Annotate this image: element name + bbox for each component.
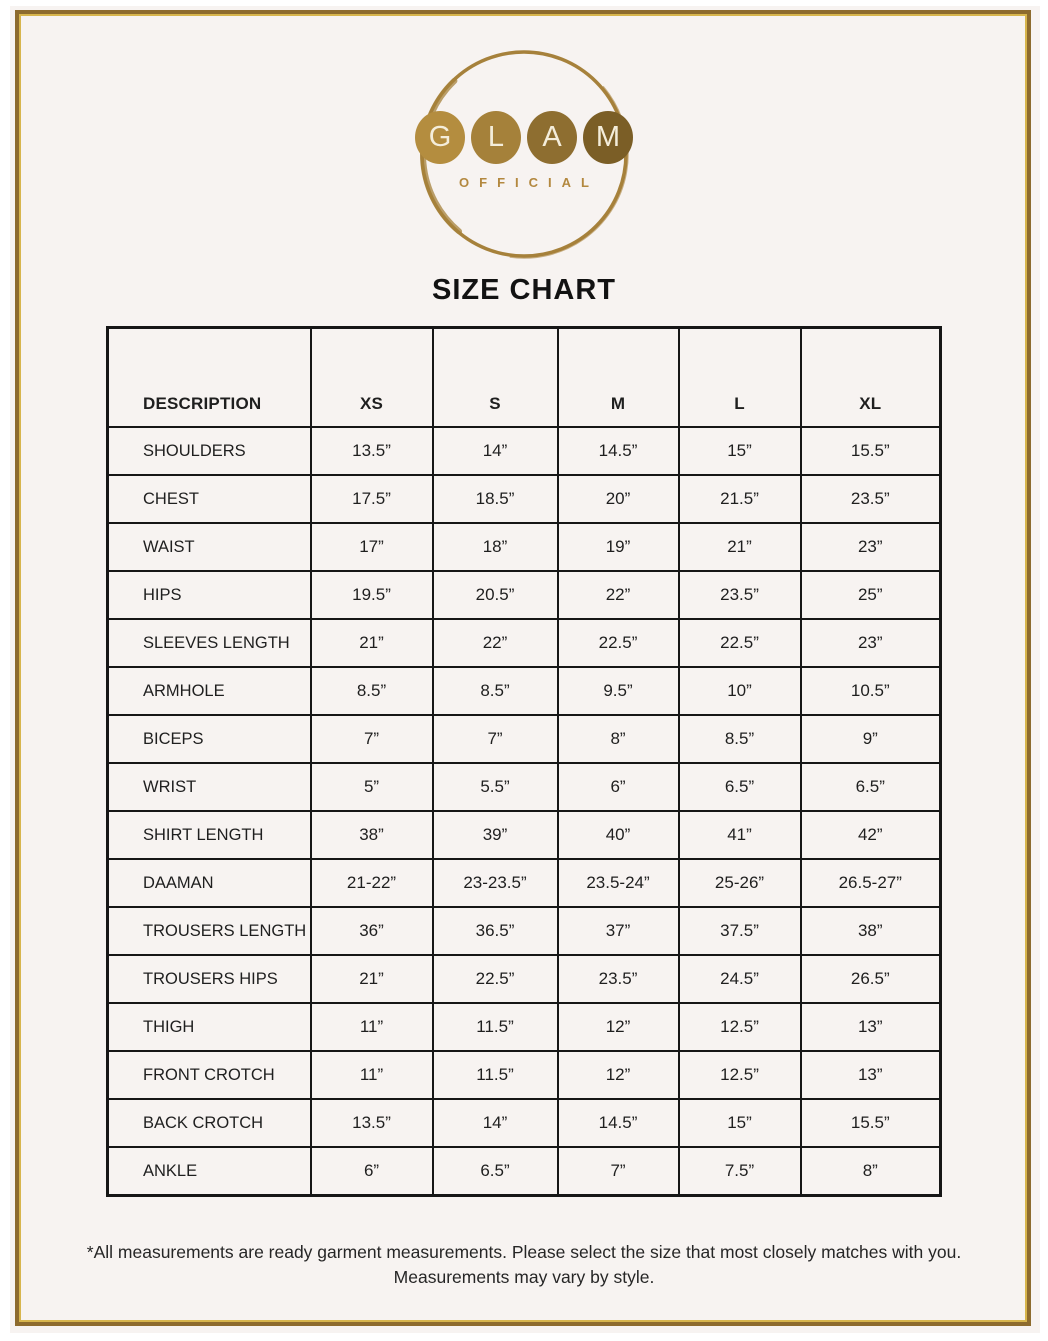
size-value-cell: 11”: [311, 1051, 433, 1099]
size-value-cell: 24.5”: [679, 955, 801, 1003]
size-value-cell: 21”: [311, 955, 433, 1003]
size-value-cell: 20”: [558, 475, 679, 523]
size-value-cell: 12”: [558, 1051, 679, 1099]
table-row: [108, 475, 941, 523]
size-value-cell: 17”: [311, 523, 433, 571]
size-value-cell: 21”: [311, 619, 433, 667]
size-value-cell: 5.5”: [433, 763, 558, 811]
size-value-cell: 8.5”: [311, 667, 433, 715]
size-value-cell: 10”: [679, 667, 801, 715]
size-value-cell: 26.5”: [801, 955, 941, 1003]
footnote-line-1: *All measurements are ready garment measurements. Please select the size that most closely matches with you.: [86, 1242, 962, 1262]
size-value-cell: 36”: [311, 907, 433, 955]
brand-letter-circle: L: [471, 111, 521, 164]
size-table-body: [108, 427, 941, 1196]
size-value-cell: 22.5”: [679, 619, 801, 667]
size-value-cell: 11.5”: [433, 1051, 558, 1099]
size-value-cell: 18”: [433, 523, 558, 571]
row-label: DAAMAN: [108, 859, 311, 907]
brand-subtitle: OFFICIAL: [459, 175, 599, 190]
size-value-cell: 9”: [801, 715, 941, 763]
brand-letter-circle: M: [583, 111, 633, 164]
size-value-cell: 21.5”: [679, 475, 801, 523]
size-value-cell: 40”: [558, 811, 679, 859]
size-value-cell: 23.5”: [801, 475, 941, 523]
size-value-cell: 21-22”: [311, 859, 433, 907]
size-value-cell: 23.5”: [679, 571, 801, 619]
size-value-cell: 5”: [311, 763, 433, 811]
row-label: ARMHOLE: [108, 667, 311, 715]
size-value-cell: 15.5”: [801, 427, 941, 475]
brand-letter-circle: G: [415, 111, 465, 164]
size-value-cell: 22”: [558, 571, 679, 619]
size-value-cell: 22.5”: [433, 955, 558, 1003]
size-value-cell: 6.5”: [801, 763, 941, 811]
size-value-cell: 11”: [311, 1003, 433, 1051]
table-row: [108, 667, 941, 715]
column-header: L: [679, 328, 801, 428]
table-row: [108, 907, 941, 955]
row-label: WAIST: [108, 523, 311, 571]
size-value-cell: 13”: [801, 1003, 941, 1051]
table-row: [108, 763, 941, 811]
size-value-cell: 8”: [558, 715, 679, 763]
column-header: S: [433, 328, 558, 428]
size-value-cell: 15.5”: [801, 1099, 941, 1147]
row-label: WRIST: [108, 763, 311, 811]
size-value-cell: 13.5”: [311, 427, 433, 475]
row-label: HIPS: [108, 571, 311, 619]
table-row: [108, 859, 941, 907]
size-value-cell: 10.5”: [801, 667, 941, 715]
size-value-cell: 19.5”: [311, 571, 433, 619]
size-value-cell: 8”: [801, 1147, 941, 1196]
column-header: M: [558, 328, 679, 428]
size-value-cell: 41”: [679, 811, 801, 859]
size-value-cell: 25”: [801, 571, 941, 619]
brand-logo: [415, 45, 633, 263]
size-value-cell: 36.5”: [433, 907, 558, 955]
size-value-cell: 9.5”: [558, 667, 679, 715]
size-value-cell: 18.5”: [433, 475, 558, 523]
size-value-cell: 23”: [801, 523, 941, 571]
row-label: TROUSERS LENGTH: [108, 907, 311, 955]
row-label: ANKLE: [108, 1147, 311, 1196]
size-value-cell: 14”: [433, 427, 558, 475]
brand-letter-circles: [415, 111, 633, 164]
size-value-cell: 11.5”: [433, 1003, 558, 1051]
size-value-cell: 15”: [679, 1099, 801, 1147]
table-row: [108, 427, 941, 475]
footnote-line-2: Measurements may vary by style.: [393, 1266, 655, 1287]
row-label: TROUSERS HIPS: [108, 955, 311, 1003]
table-row: [108, 523, 941, 571]
size-value-cell: 22”: [433, 619, 558, 667]
size-value-cell: 22.5”: [558, 619, 679, 667]
column-header: XL: [801, 328, 941, 428]
column-header: XS: [311, 328, 433, 428]
table-row: [108, 1003, 941, 1051]
size-value-cell: 6.5”: [679, 763, 801, 811]
size-value-cell: 12.5”: [679, 1003, 801, 1051]
size-value-cell: 14.5”: [558, 1099, 679, 1147]
table-header-row: [108, 328, 941, 428]
row-label: SLEEVES LENGTH: [108, 619, 311, 667]
brand-letter-circle: A: [527, 111, 577, 164]
size-value-cell: 14.5”: [558, 427, 679, 475]
column-header: DESCRIPTION: [108, 328, 311, 428]
size-value-cell: 7”: [558, 1147, 679, 1196]
page-title: SIZE CHART: [432, 274, 616, 306]
size-value-cell: 20.5”: [433, 571, 558, 619]
size-value-cell: 23-23.5”: [433, 859, 558, 907]
row-label: BACK CROTCH: [108, 1099, 311, 1147]
row-label: SHOULDERS: [108, 427, 311, 475]
size-value-cell: 23.5”: [558, 955, 679, 1003]
size-value-cell: 14”: [433, 1099, 558, 1147]
size-value-cell: 26.5-27”: [801, 859, 941, 907]
size-value-cell: 6”: [558, 763, 679, 811]
size-value-cell: 13”: [801, 1051, 941, 1099]
table-row: [108, 1051, 941, 1099]
size-value-cell: 13.5”: [311, 1099, 433, 1147]
table-row: [108, 571, 941, 619]
table-row: [108, 811, 941, 859]
size-value-cell: 37.5”: [679, 907, 801, 955]
size-value-cell: 12.5”: [679, 1051, 801, 1099]
size-value-cell: 42”: [801, 811, 941, 859]
row-label: BICEPS: [108, 715, 311, 763]
size-chart-table: [106, 326, 942, 1197]
table-row: [108, 1099, 941, 1147]
size-value-cell: 8.5”: [433, 667, 558, 715]
size-value-cell: 38”: [311, 811, 433, 859]
size-value-cell: 8.5”: [679, 715, 801, 763]
row-label: THIGH: [108, 1003, 311, 1051]
table-row: [108, 955, 941, 1003]
size-value-cell: 17.5”: [311, 475, 433, 523]
size-value-cell: 6.5”: [433, 1147, 558, 1196]
size-value-cell: 7.5”: [679, 1147, 801, 1196]
size-value-cell: 19”: [558, 523, 679, 571]
size-value-cell: 38”: [801, 907, 941, 955]
measurement-footnote: [74, 1240, 974, 1290]
row-label: CHEST: [108, 475, 311, 523]
size-value-cell: 21”: [679, 523, 801, 571]
table-row: [108, 619, 941, 667]
size-value-cell: 7”: [311, 715, 433, 763]
row-label: SHIRT LENGTH: [108, 811, 311, 859]
size-value-cell: 23.5-24”: [558, 859, 679, 907]
row-label: FRONT CROTCH: [108, 1051, 311, 1099]
size-value-cell: 37”: [558, 907, 679, 955]
table-row: [108, 1147, 941, 1196]
table-row: [108, 715, 941, 763]
size-value-cell: 39”: [433, 811, 558, 859]
size-value-cell: 7”: [433, 715, 558, 763]
size-value-cell: 12”: [558, 1003, 679, 1051]
size-value-cell: 15”: [679, 427, 801, 475]
size-value-cell: 23”: [801, 619, 941, 667]
size-value-cell: 25-26”: [679, 859, 801, 907]
size-value-cell: 6”: [311, 1147, 433, 1196]
